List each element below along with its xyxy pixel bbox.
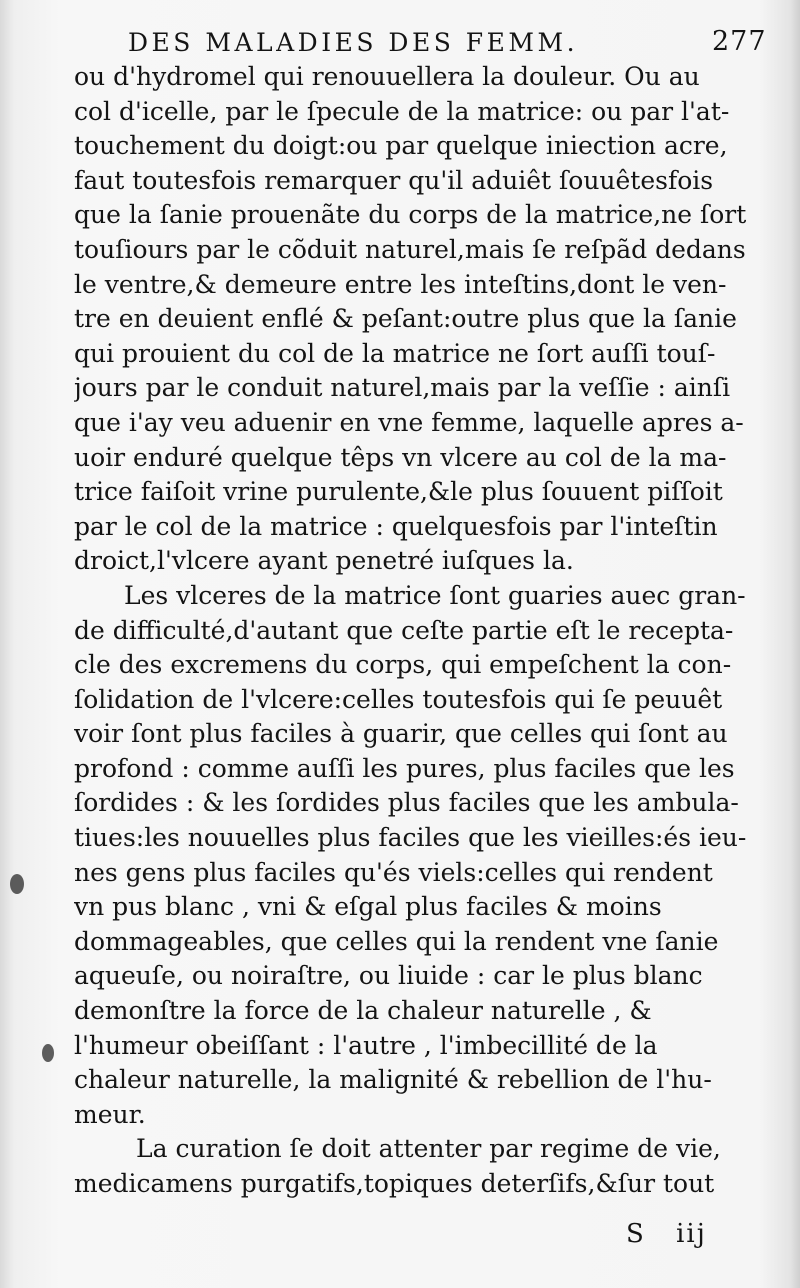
text-line: que la ſanie prouenãte du corps de la matrice,ne ſort: [74, 200, 747, 230]
text-line: chaleur naturelle, la malignité & rebellion de l'hu-: [74, 1065, 712, 1095]
signature-number: iij: [676, 1219, 707, 1249]
body-text: [74, 60, 774, 1202]
text-line: tre en deuient enflé & peſant:outre plus que la ſanie: [74, 304, 737, 334]
text-line: jours par le conduit naturel,mais par la veſſie : ainſi: [74, 373, 731, 403]
text-line: ou d'hydromel qui renouuellera la douleur. Ou au: [74, 62, 700, 91]
text-line: nes gens plus faciles qu'és viels:celles qui rendent: [74, 857, 713, 887]
text-line: col d'icelle, par le ſpecule de la matrice: ou par l'at-: [74, 96, 730, 126]
text-line: ſordides : & les ſordides plus faciles que les ambula-: [74, 788, 739, 818]
text-line: ſolidation de l'vlcere:celles toutesfois qui ſe peuuêt: [74, 684, 723, 714]
text-line: aqueuſe, ou noiraſtre, ou liuide : car le plus blanc: [74, 961, 703, 991]
text-line: faut toutesfois remarquer qu'il aduiêt ſouuêtesfois: [74, 165, 714, 195]
text-line: uoir enduré quelque têps vn vlcere au col de la ma-: [74, 442, 727, 472]
paragraph-start-line: Les vlceres de la matrice ſont guaries auec gran-: [124, 580, 746, 610]
text-line: trice faiſoit vrine purulente,&le plus ſouuent piſſoit: [74, 477, 723, 507]
running-title: DES MALADIES DES FEMM.: [128, 28, 579, 57]
text-line: vn pus blanc , vni & eſgal plus faciles & moins: [74, 892, 662, 922]
text-line: tiues:les nouuelles plus faciles que les vieilles:és ieu-: [74, 823, 747, 853]
text-line: que i'ay veu aduenir en vne femme, laquelle apres a-: [74, 407, 744, 437]
page-footer: [626, 1219, 707, 1249]
text-line: touſiours par le cõduit naturel,mais ſe reſpãd dedans: [74, 234, 746, 264]
text-line: cle des excremens du corps, qui empeſchent la con-: [74, 650, 732, 680]
text-line: le ventre,& demeure entre les inteſtins,dont le ven-: [74, 269, 727, 299]
ink-blot: [10, 874, 24, 894]
paragraph-start-line: La curation ſe doit attenter par regime de vie,: [136, 1134, 721, 1164]
text-line: profond : comme auſſi les pures, plus faciles que les: [74, 753, 735, 783]
text-line: touchement du doigt:ou par quelque iniection acre,: [74, 131, 728, 161]
text-line: qui prouient du col de la matrice ne ſort auſſi touſ-: [74, 338, 716, 368]
ink-blot: [42, 1044, 54, 1062]
text-line: par le col de la matrice : quelquesfois par l'inteſtin: [74, 511, 718, 541]
text-line: dommageables, que celles qui la rendent vne ſanie: [74, 926, 719, 956]
text-line: meur.: [74, 1099, 146, 1129]
text-line: demonſtre la force de la chaleur naturelle , &: [74, 996, 652, 1026]
text-line: l'humeur obeiſſant : l'autre , l'imbecillité de la: [74, 1030, 658, 1060]
text-line: de difficulté,d'autant que ceſte partie eſt le recepta-: [74, 615, 734, 645]
text-line: medicamens purgatifs,topiques deterſifs,&ſur tout: [74, 1169, 715, 1198]
signature-mark: S: [626, 1219, 646, 1249]
text-line: voir ſont plus faciles à guarir, que celles qui ſont au: [74, 719, 728, 749]
text-line: droict,l'vlcere ayant penetré iuſques la.: [74, 546, 574, 576]
page-number: 277: [712, 26, 767, 57]
